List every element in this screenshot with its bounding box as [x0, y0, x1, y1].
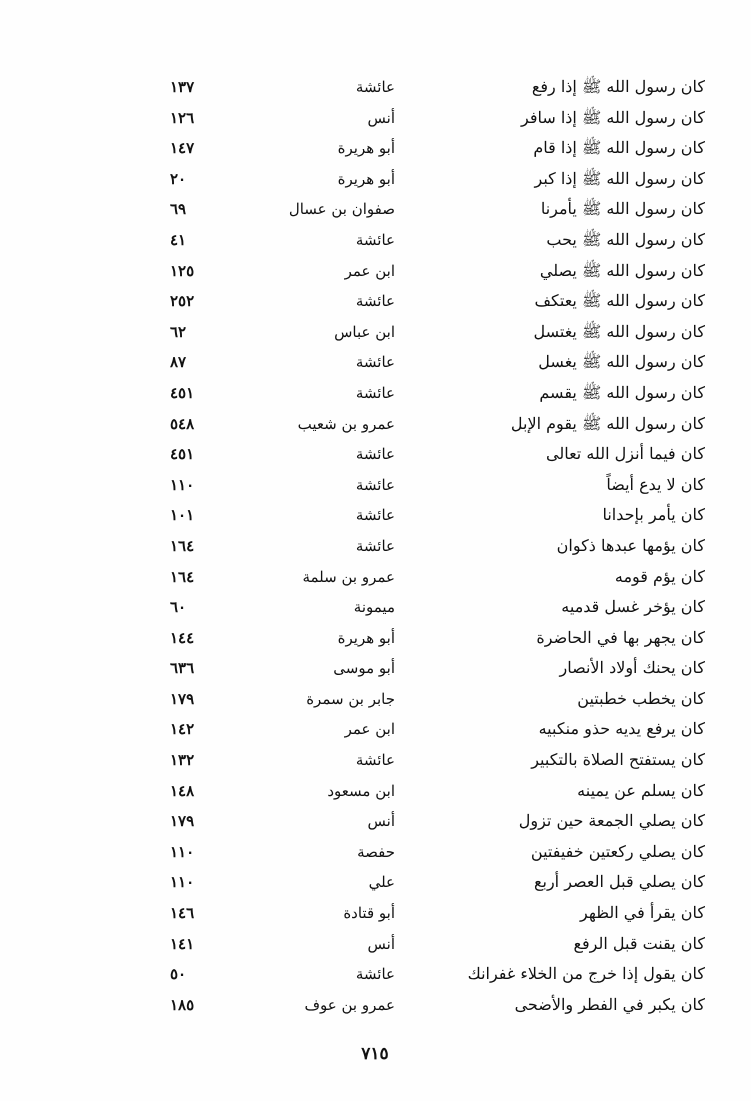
page-reference: ١٤١: [170, 934, 195, 953]
page-reference: ١٣٢: [170, 751, 195, 770]
index-row-28: [170, 898, 705, 929]
index-row-7: [170, 256, 705, 287]
hadith-text: كان يستفتح الصلاة بالتكبير: [531, 750, 705, 770]
narrator-name: أبو موسى: [333, 659, 395, 678]
index-row-14: [170, 470, 705, 501]
narrator-name: ابن عمر: [344, 261, 395, 280]
index-row-13: [170, 439, 705, 470]
index-row-4: [170, 164, 705, 195]
hadith-text: كان يقول إذا خرج من الخلاء غفرانك: [467, 964, 705, 984]
page-reference: ١١٠: [170, 475, 195, 494]
index-row-23: [170, 745, 705, 776]
narrator-name: عائشة: [355, 383, 395, 402]
hadith-text: كان يكبر في الفطر والأضحى: [514, 994, 705, 1014]
page-reference: ١١٠: [170, 873, 195, 892]
narrator-name: أنس: [367, 934, 395, 953]
hadith-text: كان يؤمها عبدها ذكوان: [556, 535, 705, 555]
hadith-text: كان رسول الله ﷺ يقوم الإبل: [510, 413, 705, 433]
hadith-text: كان يصلي ركعتين خفيفتين: [530, 841, 705, 861]
narrator-name: عائشة: [355, 445, 395, 464]
narrator-name: أبو هريرة: [337, 628, 395, 647]
narrator-name: حفصة: [357, 842, 395, 861]
page-reference: ١٧٩: [170, 689, 195, 708]
narrator-name: عائشة: [355, 353, 395, 372]
index-row-26: [170, 837, 705, 868]
narrator-name: ابن مسعود: [327, 781, 395, 800]
hadith-text: كان رسول الله ﷺ إذا سافر: [521, 107, 705, 127]
hadith-text: كان رسول الله ﷺ يقسم: [539, 382, 705, 402]
index-row-9: [170, 317, 705, 348]
narrator-name: أنس: [367, 108, 395, 127]
hadith-text: كان يأمر بإحدانا: [602, 505, 705, 525]
hadith-text: كان رسول الله ﷺ إذا كبر: [534, 168, 705, 188]
page-reference: ٥٤٨: [170, 414, 195, 433]
narrator-name: عائشة: [355, 506, 395, 525]
page-reference: ٦٢: [170, 322, 187, 341]
hadith-text: كان يسلم عن يمينه: [577, 780, 705, 800]
narrator-name: عائشة: [355, 78, 395, 96]
page-reference: ٢٠: [170, 169, 187, 188]
page-reference: ١٨٥: [170, 995, 195, 1014]
page-reference: ٦٣٦: [170, 659, 195, 678]
page-reference: ٤٥١: [170, 383, 195, 402]
hadith-text: كان يقنت قبل الرفع: [573, 933, 705, 953]
index-row-15: [170, 500, 705, 531]
narrator-name: جابر بن سمرة: [306, 689, 395, 708]
narrator-name: أبو هريرة: [337, 169, 395, 188]
hadith-text: كان يؤخر غسل قدميه: [561, 597, 705, 617]
index-row-21: [170, 684, 705, 715]
index-row-19: [170, 623, 705, 654]
page-reference: ٤٥١: [170, 445, 195, 464]
narrator-name: أنس: [367, 812, 395, 831]
page-reference: ١٣٧: [170, 78, 195, 96]
narrator-name: عمرو بن سلمة: [302, 567, 395, 586]
hadith-text: كان لا يدع أيضاً: [606, 474, 705, 494]
narrator-name: ابن عباس: [334, 322, 395, 341]
narrator-name: عائشة: [355, 292, 395, 311]
hadith-text: كان رسول الله ﷺ يعتكف: [534, 291, 705, 311]
hadith-text: كان رسول الله ﷺ يحب: [546, 229, 705, 249]
hadith-text: كان رسول الله ﷺ يغسل: [538, 352, 705, 372]
page-reference: ١٧٩: [170, 812, 195, 831]
hadith-text: كان فيما أنزل الله تعالى: [546, 444, 705, 464]
index-row-25: [170, 806, 705, 837]
narrator-name: عائشة: [355, 475, 395, 494]
index-row-8: [170, 286, 705, 317]
narrator-name: أبو قتادة: [343, 904, 395, 923]
index-row-5: [170, 194, 705, 225]
page-number: ٧١٥: [361, 1044, 389, 1064]
page-reference: ٨٧: [170, 353, 187, 372]
narrator-name: عمرو بن عوف: [304, 995, 395, 1014]
narrator-name: علي: [368, 873, 395, 892]
hadith-text: كان رسول الله ﷺ يأمرنا: [540, 199, 705, 219]
hadith-text: كان رسول الله ﷺ إذا رفع: [531, 77, 705, 96]
index-row-22: [170, 714, 705, 745]
index-row-18: [170, 592, 705, 623]
index-row-16: [170, 531, 705, 562]
page-reference: ١٤٢: [170, 720, 195, 739]
index-row-12: [170, 409, 705, 440]
index-row-3: [170, 133, 705, 164]
narrator-name: عائشة: [355, 751, 395, 770]
index-row-31: [170, 990, 705, 1021]
hadith-text: كان رسول الله ﷺ إذا قام: [533, 138, 705, 158]
index-row-6: [170, 225, 705, 256]
page-reference: ٤١: [170, 230, 187, 249]
page-reference: ١٤٦: [170, 904, 195, 923]
hadith-text: كان يصلي الجمعة حين تزول: [518, 811, 705, 831]
index-row-2: [170, 103, 705, 134]
narrator-name: عائشة: [355, 536, 395, 555]
page-reference: ١٤٤: [170, 628, 195, 647]
narrator-name: عائشة: [355, 230, 395, 249]
hadith-index-table: [170, 72, 705, 1020]
index-row-20: [170, 653, 705, 684]
narrator-name: ميمونة: [353, 598, 395, 617]
page-reference: ١٢٥: [170, 261, 195, 280]
hadith-text: كان يجهر بها في الحاضرة: [536, 627, 705, 647]
index-row-29: [170, 929, 705, 960]
narrator-name: عمرو بن شعيب: [297, 414, 395, 433]
hadith-text: كان يحنك أولاد الأنصار: [559, 658, 705, 678]
narrator-name: ابن عمر: [344, 720, 395, 739]
narrator-name: صفوان بن عسال: [288, 200, 395, 219]
index-row-30: [170, 959, 705, 990]
hadith-text: كان يقرأ في الظهر: [580, 903, 705, 923]
hadith-text: كان يخطب خطبتين: [577, 688, 705, 708]
page-reference: ٦٩: [170, 200, 187, 219]
page-reference: ١٦٤: [170, 567, 195, 586]
index-row-24: [170, 776, 705, 807]
page-reference: ٦٠: [170, 598, 187, 617]
page-reference: ٥٠: [170, 965, 187, 984]
index-row-11: [170, 378, 705, 409]
page-reference: ١٤٨: [170, 781, 195, 800]
hadith-text: كان رسول الله ﷺ يصلي: [539, 260, 705, 280]
page-reference: ١١٠: [170, 842, 195, 861]
hadith-text: كان يرفع يديه حذو منكبيه: [538, 719, 705, 739]
index-row-27: [170, 867, 705, 898]
narrator-name: عائشة: [355, 965, 395, 984]
index-row-17: [170, 562, 705, 593]
page-reference: ١٤٧: [170, 139, 195, 158]
hadith-text: كان يصلي قبل العصر أربع: [533, 872, 705, 892]
index-row-1: [170, 72, 705, 103]
page-reference: ٢٥٢: [170, 292, 195, 311]
narrator-name: أبو هريرة: [337, 139, 395, 158]
hadith-text: كان رسول الله ﷺ يغتسل: [533, 321, 705, 341]
page-reference: ١٦٤: [170, 536, 195, 555]
hadith-text: كان يؤم قومه: [614, 566, 705, 586]
page-reference: ١٠١: [170, 506, 195, 525]
index-row-10: [170, 347, 705, 378]
page-reference: ١٢٦: [170, 108, 195, 127]
